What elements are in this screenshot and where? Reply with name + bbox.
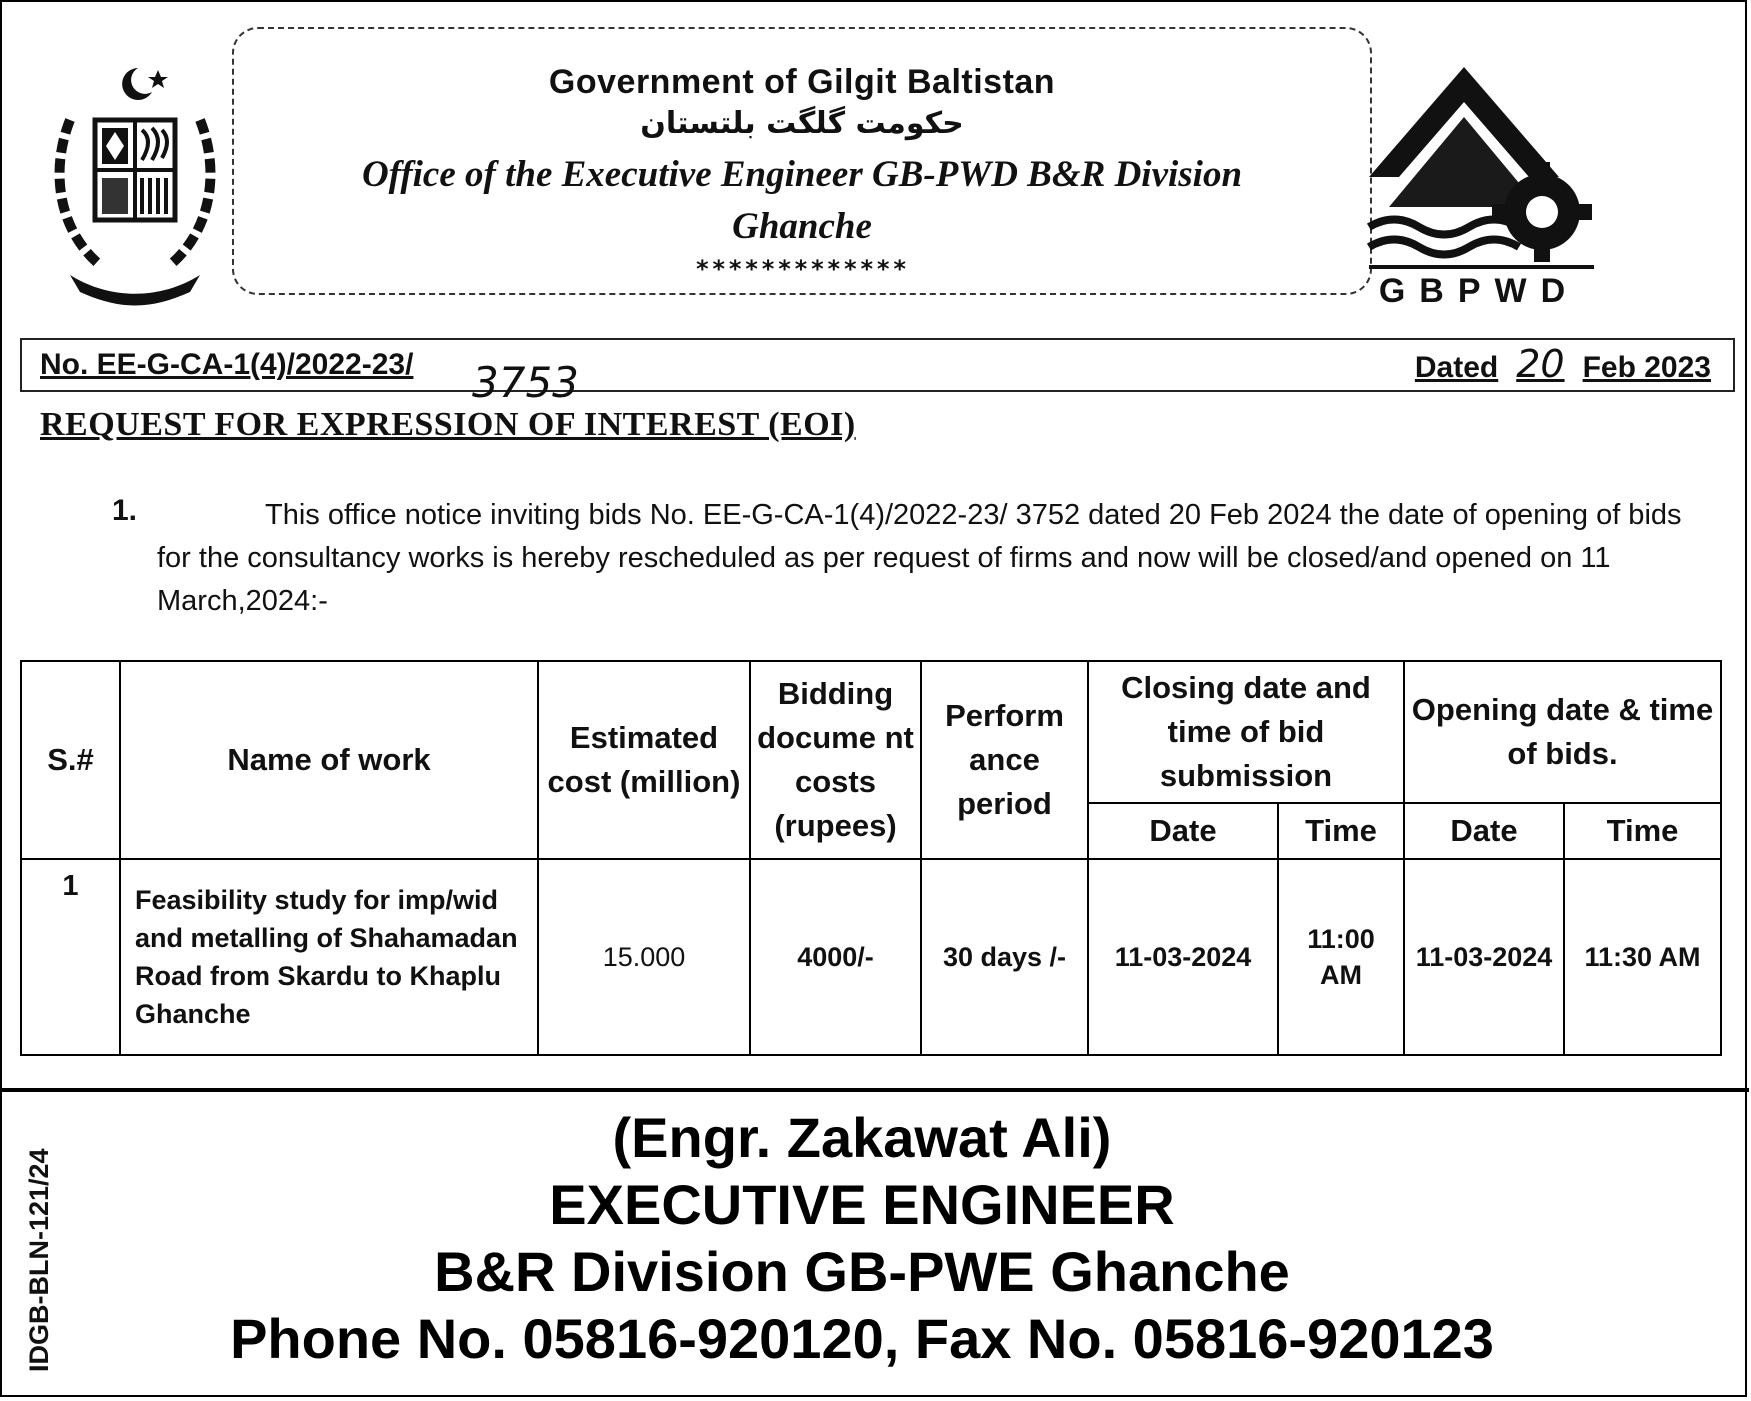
cell-performance-period: 30 days /-: [921, 859, 1088, 1055]
publication-code: IDGB-BLN-121/24: [24, 1148, 54, 1372]
office-line-1: Office of the Executive Engineer GB-PWD B&R Division: [361, 154, 1243, 195]
cell-name-of-work: Feasibility study for imp/wid and metalling of Shahamadan Road from Skardu to Khaplu Ghanche: [120, 859, 538, 1055]
header-name-of-work: Name of work: [120, 661, 538, 859]
signatory-name: (Engr. Zakawat Ali): [612, 1106, 1112, 1169]
government-emblem-icon: [40, 60, 230, 310]
government-title: Government of Gilgit Baltistan: [548, 63, 1056, 101]
cell-closing-date: 11-03-2024: [1088, 859, 1278, 1055]
cell-closing-time: 11:00 AM: [1278, 859, 1404, 1055]
reference-number-handwritten: 3753: [472, 358, 579, 407]
table-row: [21, 859, 1721, 1055]
paragraph-text: This office notice inviting bids No. EE-G-CA-1(4)/2022-23/ 3752 dated 20 Feb 2024 the date of opening of bids for the consultancy works is hereby rescheduled as per request of firms and now will be closed/and opened on 11 March,2024:-: [157, 499, 1682, 617]
document-title: REQUEST FOR EXPRESSION OF INTEREST (EOI): [40, 406, 856, 443]
office-line-2: Ghanche: [732, 206, 872, 247]
reference-number-text: No. EE-G-CA-1(4)/2022-23/: [40, 348, 414, 381]
signatory-contact: Phone No. 05816-920120, Fax No. 05816-920123: [230, 1307, 1494, 1370]
cell-document-cost: 4000/-: [750, 859, 921, 1055]
cell-opening-date: 11-03-2024: [1404, 859, 1564, 1055]
cell-sno: 1: [21, 859, 120, 1055]
header-bidding-document-cost: Bidding docume nt costs (rupees): [750, 661, 921, 859]
signatory-designation: EXECUTIVE ENGINEER: [549, 1173, 1175, 1236]
paragraph-number: 1.: [112, 494, 138, 527]
logo-text: GBPWD: [1378, 272, 1580, 310]
header-closing-date-time: Closing date and time of bid submission: [1088, 661, 1404, 803]
table-header-row: [21, 661, 1721, 803]
header-performance-period: Perform ance period: [921, 661, 1088, 859]
reference-number: [40, 348, 413, 382]
header-closing-time: Time: [1278, 803, 1404, 859]
header-sno: S.#: [21, 661, 120, 859]
office-title: [234, 149, 1370, 253]
gbpwd-logo-icon: [1364, 62, 1604, 312]
cell-estimated-cost: 15.000: [538, 859, 750, 1055]
dated-month-year: Feb 2023: [1582, 351, 1711, 384]
header-estimated-cost: Estimated cost (million): [538, 661, 750, 859]
header-closing-date: Date: [1088, 803, 1278, 859]
dated-day-handwritten: 20: [1516, 342, 1565, 386]
header-box: [232, 27, 1372, 295]
cell-opening-time: 11:30 AM: [1564, 859, 1721, 1055]
header-stars: *************: [695, 255, 909, 283]
signature-block: [102, 1104, 1622, 1372]
header-opening-time: Time: [1564, 803, 1721, 859]
section-divider: [2, 1088, 1749, 1092]
government-title-urdu: حکومت گلگت بلتستان: [640, 106, 964, 141]
header-opening-date-time: Opening date & time of bids.: [1404, 661, 1721, 803]
bids-table: [20, 660, 1722, 1056]
dated-label: Dated: [1414, 351, 1499, 384]
header-opening-date: Date: [1404, 803, 1564, 859]
dated-line: [1415, 342, 1711, 386]
signatory-division: B&R Division GB-PWE Ghanche: [434, 1240, 1290, 1303]
